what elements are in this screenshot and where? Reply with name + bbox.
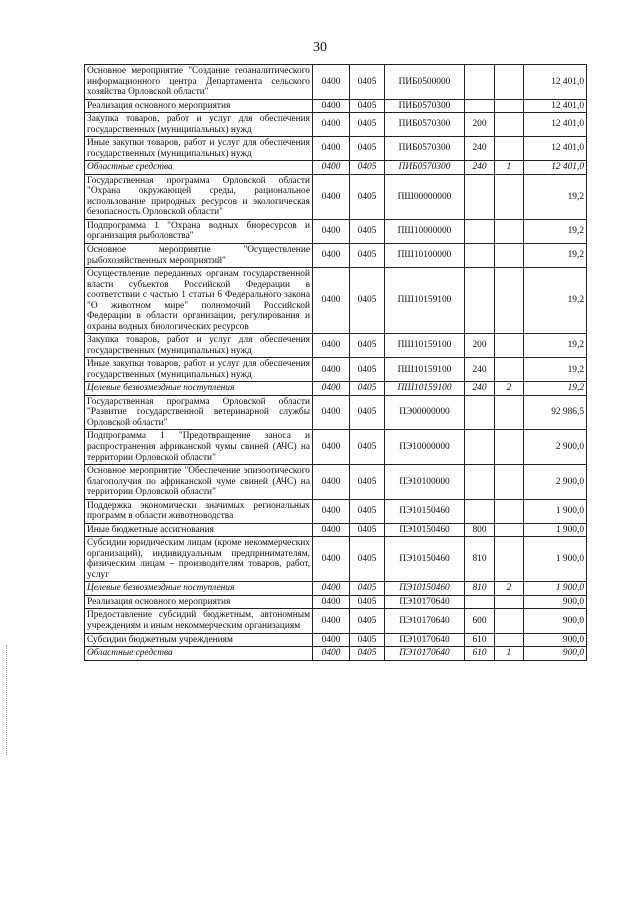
subsection-code-cell: 0405 (350, 382, 385, 396)
margin-dots (6, 645, 9, 755)
item-name-cell: Субсидии бюджетным учреждениям (85, 633, 313, 647)
table-row (85, 537, 587, 582)
funding-source-code-cell (495, 395, 524, 430)
funding-source-code-cell (495, 358, 524, 382)
expense-type-code-cell: 240 (465, 382, 495, 396)
item-name-cell: Государственная программа Орловской области "Развитие государственной ветеринарной службы Орловской области" (85, 395, 313, 430)
amount-cell: 900,0 (524, 647, 587, 661)
expense-type-code-cell (465, 465, 495, 500)
item-name-cell: Предоставление субсидий бюджетным, автономным учреждениям и иным некоммерческим организациям (85, 609, 313, 633)
amount-cell: 12 401,0 (524, 137, 587, 161)
expense-type-code-cell (465, 65, 495, 100)
section-code-cell: 0400 (313, 334, 350, 358)
table-row (85, 430, 587, 465)
table-row (85, 219, 587, 243)
item-name-cell: Иные бюджетные ассигнования (85, 523, 313, 537)
amount-cell: 19,2 (524, 219, 587, 243)
section-code-cell: 0400 (313, 268, 350, 334)
funding-source-code-cell: 1 (495, 647, 524, 661)
target-article-code-cell: ПШ10000000 (385, 219, 465, 243)
amount-cell: 19,2 (524, 268, 587, 334)
item-name-cell: Реализация основного мероприятия (85, 99, 313, 113)
target-article-code-cell: ПИБ0570300 (385, 137, 465, 161)
section-code-cell: 0400 (313, 161, 350, 175)
target-article-code-cell: ПЭ10150460 (385, 499, 465, 523)
amount-cell: 900,0 (524, 595, 587, 609)
amount-cell: 1 900,0 (524, 582, 587, 596)
target-article-code-cell: ПЭ10170640 (385, 647, 465, 661)
subsection-code-cell: 0405 (350, 537, 385, 582)
subsection-code-cell: 0405 (350, 499, 385, 523)
section-code-cell: 0400 (313, 609, 350, 633)
amount-cell: 12 401,0 (524, 65, 587, 100)
table-row (85, 65, 587, 100)
amount-cell: 1 900,0 (524, 537, 587, 582)
expense-type-code-cell: 600 (465, 609, 495, 633)
funding-source-code-cell (495, 537, 524, 582)
item-name-cell: Основное мероприятие "Обеспечение эпизоотического благополучия по африканской чуме свиней (АЧС) на территории Орловской области" (85, 465, 313, 500)
item-name-cell: Основное мероприятие "Создание геоаналитического информационного центра Департамента сельского хозяйства Орловской области" (85, 65, 313, 100)
funding-source-code-cell (495, 65, 524, 100)
target-article-code-cell: ПЭ10150460 (385, 582, 465, 596)
item-name-cell: Подпрограмма 1 "Охрана водных биоресурсов и организация рыболовства" (85, 219, 313, 243)
page-number: 30 (313, 40, 327, 55)
amount-cell: 12 401,0 (524, 113, 587, 137)
section-code-cell: 0400 (313, 358, 350, 382)
subsection-code-cell: 0405 (350, 358, 385, 382)
amount-cell: 19,2 (524, 382, 587, 396)
target-article-code-cell: ПШ10159100 (385, 382, 465, 396)
table-row (85, 465, 587, 500)
funding-source-code-cell (495, 633, 524, 647)
section-code-cell: 0400 (313, 499, 350, 523)
table-row (85, 382, 587, 396)
target-article-code-cell: ПЭ10000000 (385, 430, 465, 465)
expense-type-code-cell: 240 (465, 161, 495, 175)
subsection-code-cell: 0405 (350, 137, 385, 161)
target-article-code-cell: ПИБ0570300 (385, 161, 465, 175)
table-row (85, 395, 587, 430)
subsection-code-cell: 0405 (350, 430, 385, 465)
subsection-code-cell: 0405 (350, 174, 385, 219)
table-body (85, 65, 587, 661)
target-article-code-cell: ПЭ00000000 (385, 395, 465, 430)
item-name-cell: Субсидии юридическим лицам (кроме некоммерческих организаций), индивидуальным предпринимателям, физическим лицам – производителям товаров, работ, услуг (85, 537, 313, 582)
section-code-cell: 0400 (313, 243, 350, 267)
subsection-code-cell: 0405 (350, 65, 385, 100)
table-row (85, 523, 587, 537)
expense-type-code-cell: 200 (465, 334, 495, 358)
item-name-cell: Осуществление переданных органам государственной власти субъектов Российской Федерации в соответствии с частью 1 статьи 6 Федерального закона "О животном мире" полномочий Российской Федерации в области организации, регулирования и охраны водных биологических ресурсов (85, 268, 313, 334)
funding-source-code-cell (495, 243, 524, 267)
section-code-cell: 0400 (313, 465, 350, 500)
funding-source-code-cell (495, 430, 524, 465)
subsection-code-cell: 0405 (350, 647, 385, 661)
expense-type-code-cell: 240 (465, 137, 495, 161)
expense-type-code-cell: 810 (465, 582, 495, 596)
table-row (85, 243, 587, 267)
table-row (85, 647, 587, 661)
expense-type-code-cell: 610 (465, 647, 495, 661)
target-article-code-cell: ПШ10159100 (385, 334, 465, 358)
item-name-cell: Закупка товаров, работ и услуг для обеспечения государственных (муниципальных) нужд (85, 113, 313, 137)
table-row (85, 113, 587, 137)
expense-type-code-cell (465, 499, 495, 523)
section-code-cell: 0400 (313, 395, 350, 430)
funding-source-code-cell (495, 465, 524, 500)
expense-type-code-cell: 240 (465, 358, 495, 382)
funding-source-code-cell: 2 (495, 582, 524, 596)
section-code-cell: 0400 (313, 430, 350, 465)
amount-cell: 19,2 (524, 358, 587, 382)
funding-source-code-cell (495, 595, 524, 609)
expense-type-code-cell (465, 268, 495, 334)
target-article-code-cell: ПШ10159100 (385, 358, 465, 382)
amount-cell: 1 900,0 (524, 523, 587, 537)
item-name-cell: Закупка товаров, работ и услуг для обеспечения государственных (муниципальных) нужд (85, 334, 313, 358)
expense-type-code-cell (465, 219, 495, 243)
item-name-cell: Иные закупки товаров, работ и услуг для обеспечения государственных (муниципальных) нужд (85, 358, 313, 382)
amount-cell: 12 401,0 (524, 99, 587, 113)
funding-source-code-cell (495, 219, 524, 243)
amount-cell: 2 900,0 (524, 430, 587, 465)
item-name-cell: Целевые безвозмездные поступления (85, 382, 313, 396)
funding-source-code-cell (495, 499, 524, 523)
target-article-code-cell: ПЭ10170640 (385, 595, 465, 609)
expense-type-code-cell (465, 174, 495, 219)
subsection-code-cell: 0405 (350, 595, 385, 609)
section-code-cell: 0400 (313, 595, 350, 609)
expense-type-code-cell (465, 243, 495, 267)
section-code-cell: 0400 (313, 633, 350, 647)
table-row (85, 174, 587, 219)
amount-cell: 19,2 (524, 243, 587, 267)
item-name-cell: Областные средства (85, 647, 313, 661)
section-code-cell: 0400 (313, 382, 350, 396)
target-article-code-cell: ПЭ10100000 (385, 465, 465, 500)
section-code-cell: 0400 (313, 113, 350, 137)
amount-cell: 2 900,0 (524, 465, 587, 500)
subsection-code-cell: 0405 (350, 609, 385, 633)
subsection-code-cell: 0405 (350, 582, 385, 596)
expense-type-code-cell (465, 99, 495, 113)
target-article-code-cell: ПИБ0500000 (385, 65, 465, 100)
subsection-code-cell: 0405 (350, 161, 385, 175)
target-article-code-cell: ПШ00000000 (385, 174, 465, 219)
expense-type-code-cell: 610 (465, 633, 495, 647)
funding-source-code-cell (495, 523, 524, 537)
expense-type-code-cell (465, 595, 495, 609)
subsection-code-cell: 0405 (350, 268, 385, 334)
table-row (85, 268, 587, 334)
target-article-code-cell: ПШ10100000 (385, 243, 465, 267)
subsection-code-cell: 0405 (350, 219, 385, 243)
section-code-cell: 0400 (313, 65, 350, 100)
expense-type-code-cell: 810 (465, 537, 495, 582)
table-row (85, 358, 587, 382)
section-code-cell: 0400 (313, 537, 350, 582)
section-code-cell: 0400 (313, 582, 350, 596)
funding-source-code-cell (495, 334, 524, 358)
amount-cell: 900,0 (524, 633, 587, 647)
subsection-code-cell: 0405 (350, 334, 385, 358)
target-article-code-cell: ПЭ10150460 (385, 537, 465, 582)
budget-table (84, 64, 587, 661)
section-code-cell: 0400 (313, 647, 350, 661)
section-code-cell: 0400 (313, 137, 350, 161)
funding-source-code-cell: 1 (495, 161, 524, 175)
amount-cell: 19,2 (524, 334, 587, 358)
item-name-cell: Основное мероприятие "Осуществление рыбохозяйственных мероприятий" (85, 243, 313, 267)
funding-source-code-cell (495, 99, 524, 113)
expense-type-code-cell: 800 (465, 523, 495, 537)
subsection-code-cell: 0405 (350, 523, 385, 537)
table-row (85, 633, 587, 647)
subsection-code-cell: 0405 (350, 395, 385, 430)
table-row (85, 609, 587, 633)
funding-source-code-cell (495, 609, 524, 633)
funding-source-code-cell (495, 137, 524, 161)
table-row (85, 137, 587, 161)
amount-cell: 92 986,5 (524, 395, 587, 430)
target-article-code-cell: ПЭ10170640 (385, 633, 465, 647)
subsection-code-cell: 0405 (350, 633, 385, 647)
target-article-code-cell: ПИБ0570300 (385, 99, 465, 113)
table-row (85, 99, 587, 113)
section-code-cell: 0400 (313, 99, 350, 113)
funding-source-code-cell (495, 174, 524, 219)
expense-type-code-cell (465, 430, 495, 465)
subsection-code-cell: 0405 (350, 243, 385, 267)
target-article-code-cell: ПЭ10170640 (385, 609, 465, 633)
table-row (85, 161, 587, 175)
item-name-cell: Областные средства (85, 161, 313, 175)
expense-type-code-cell (465, 395, 495, 430)
item-name-cell: Иные закупки товаров, работ и услуг для обеспечения государственных (муниципальных) нужд (85, 137, 313, 161)
subsection-code-cell: 0405 (350, 99, 385, 113)
amount-cell: 19,2 (524, 174, 587, 219)
item-name-cell: Подпрограмма 1 "Предотвращение заноса и распространения африканской чумы свиней (АЧС) на территории Орловской области" (85, 430, 313, 465)
table-row (85, 582, 587, 596)
target-article-code-cell: ПЭ10150460 (385, 523, 465, 537)
section-code-cell: 0400 (313, 219, 350, 243)
section-code-cell: 0400 (313, 174, 350, 219)
amount-cell: 900,0 (524, 609, 587, 633)
target-article-code-cell: ПИБ0570300 (385, 113, 465, 137)
funding-source-code-cell: 2 (495, 382, 524, 396)
table-row (85, 595, 587, 609)
amount-cell: 1 900,0 (524, 499, 587, 523)
table-row (85, 499, 587, 523)
expense-type-code-cell: 200 (465, 113, 495, 137)
target-article-code-cell: ПШ10159100 (385, 268, 465, 334)
item-name-cell: Реализация основного мероприятия (85, 595, 313, 609)
item-name-cell: Целевые безвозмездные поступления (85, 582, 313, 596)
item-name-cell: Поддержка экономически значимых региональных программ в области животноводства (85, 499, 313, 523)
item-name-cell: Государственная программа Орловской области "Охрана окружающей среды, рациональное использование природных ресурсов и экологическая безопасность Орловской области" (85, 174, 313, 219)
amount-cell: 12 401,0 (524, 161, 587, 175)
subsection-code-cell: 0405 (350, 113, 385, 137)
subsection-code-cell: 0405 (350, 465, 385, 500)
funding-source-code-cell (495, 113, 524, 137)
funding-source-code-cell (495, 268, 524, 334)
section-code-cell: 0400 (313, 523, 350, 537)
table-row (85, 334, 587, 358)
